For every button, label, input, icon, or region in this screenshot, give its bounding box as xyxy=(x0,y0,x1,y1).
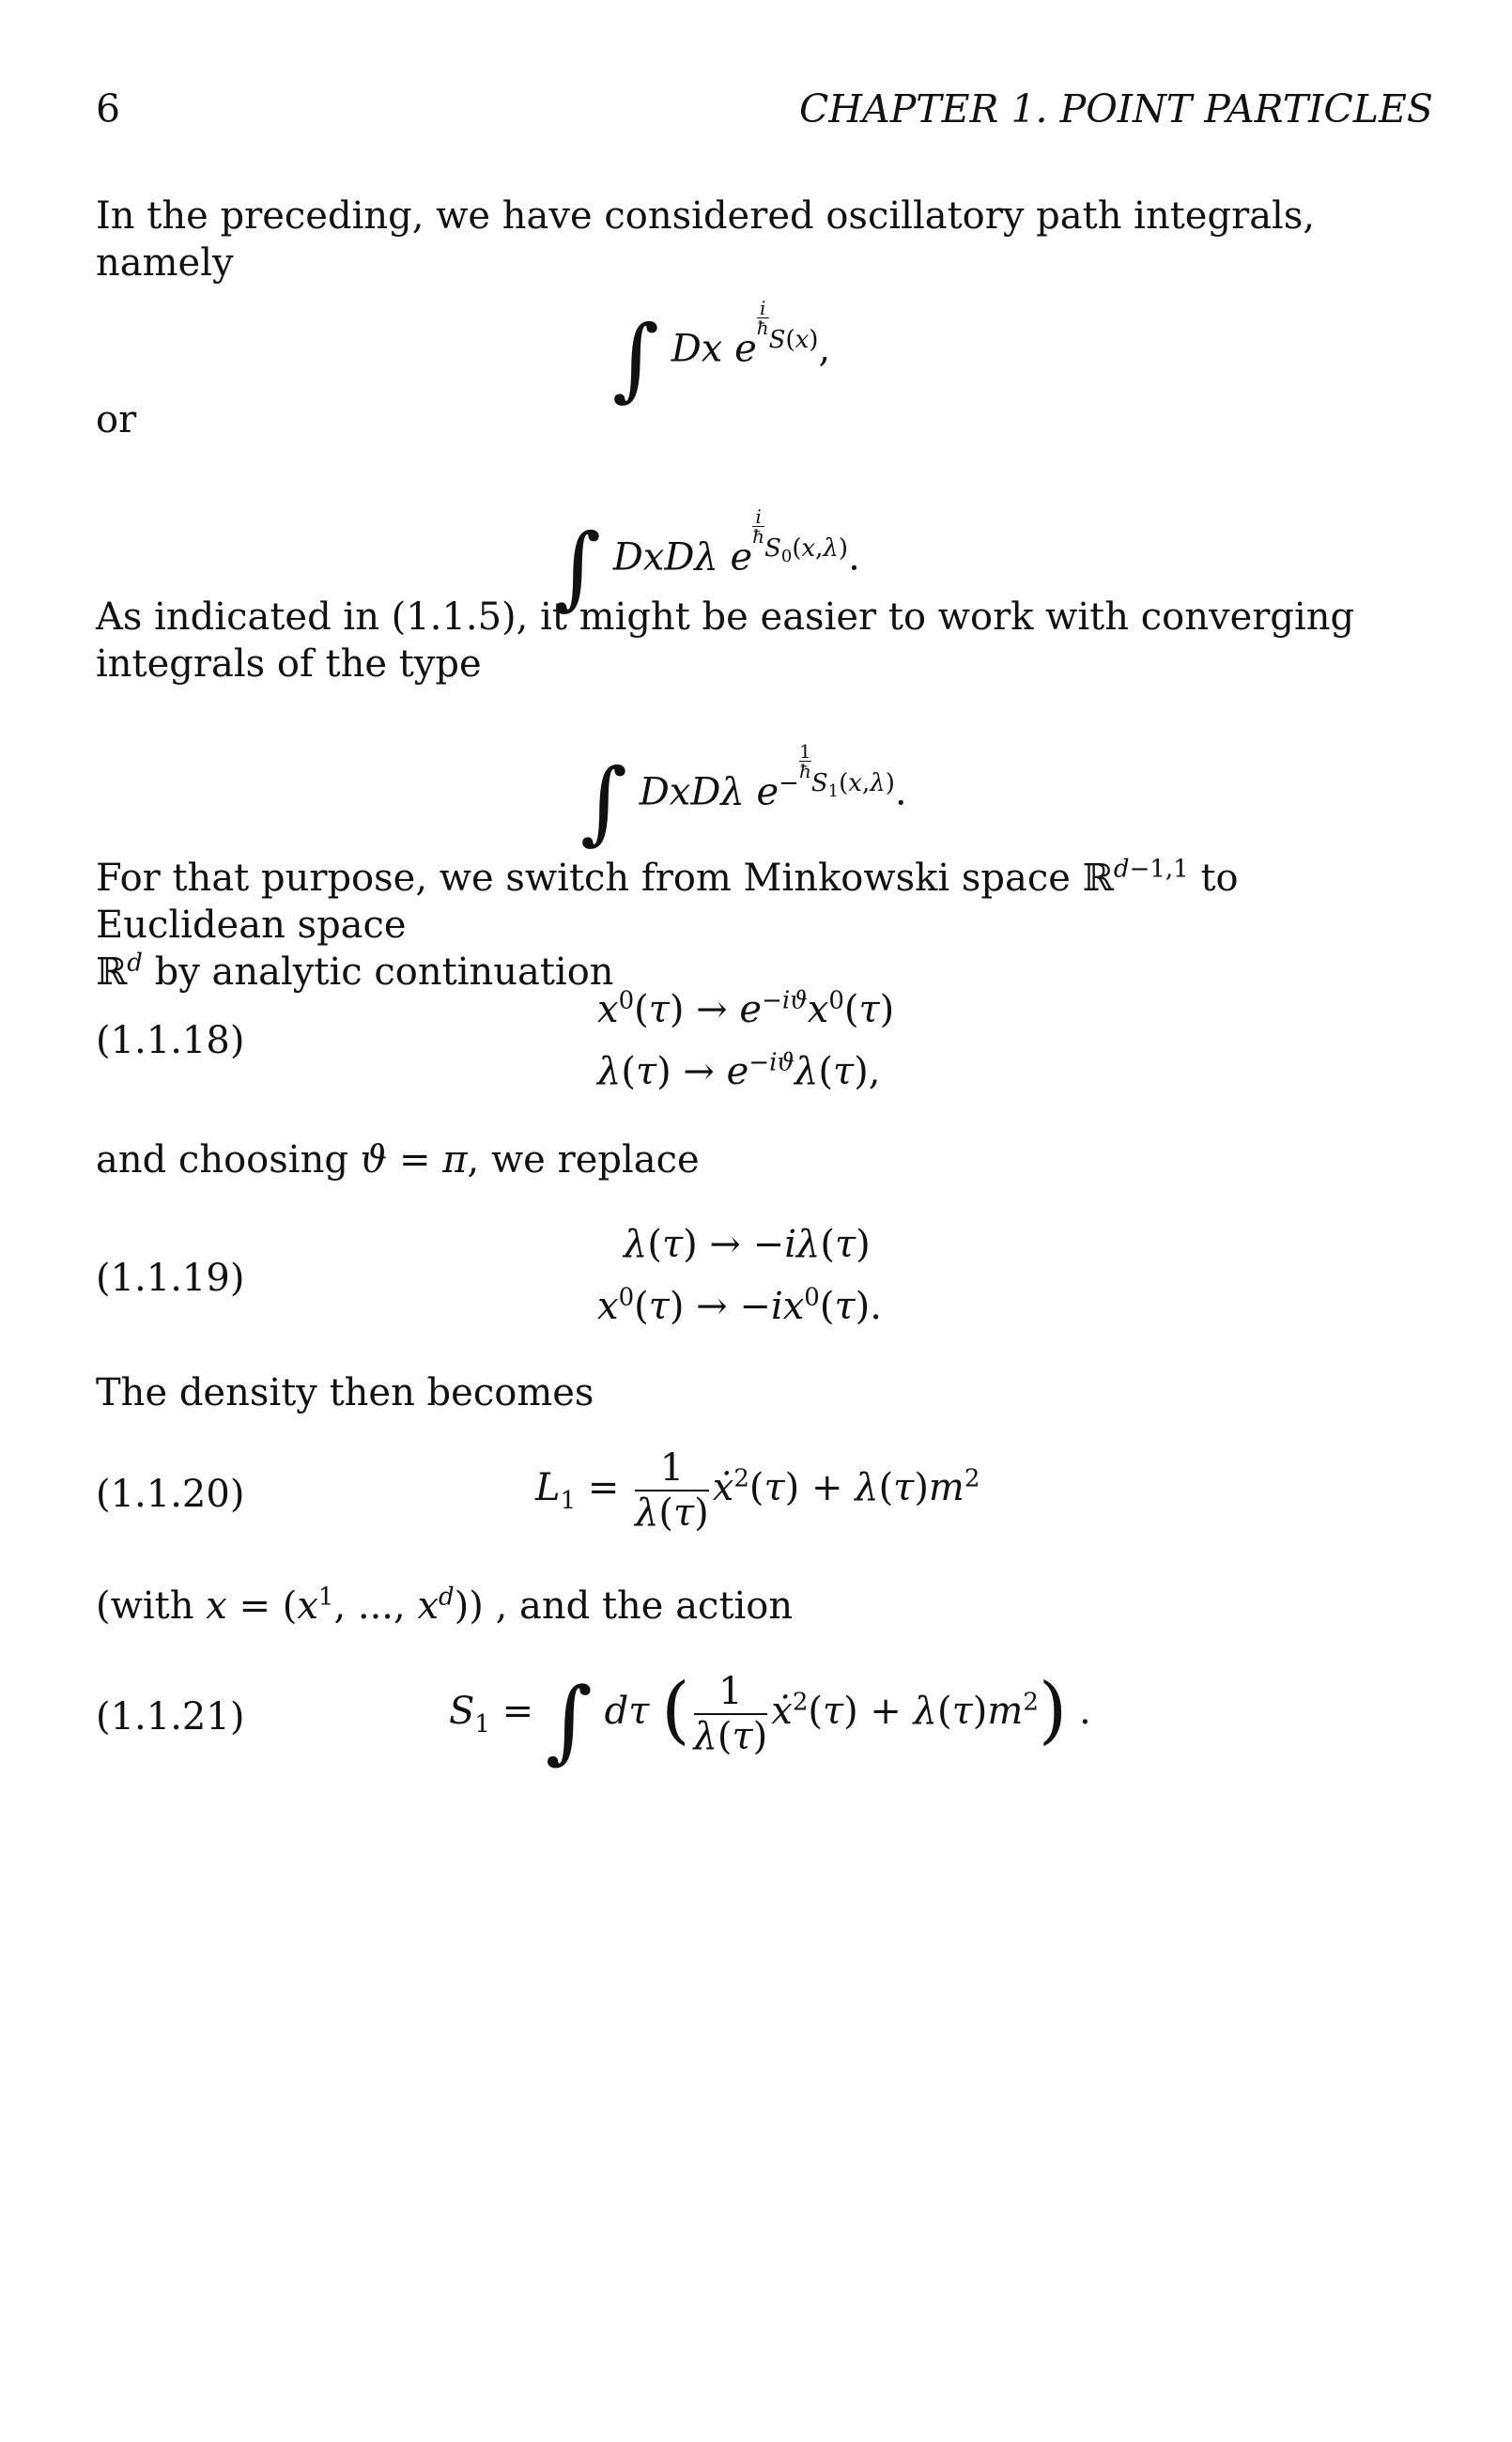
text-with-x-a: (with xyxy=(96,1584,194,1628)
equation-number-1-1-18: (1.1.18) xyxy=(96,1019,245,1062)
equation-1-1-19-line-2: $x^0(\tau) \to -ix^0(\tau)$. xyxy=(597,1283,882,1328)
text-minkowski-a: For that purpose, we switch from Minkowski space xyxy=(96,857,1071,900)
text-with-x-b: , and the action xyxy=(495,1584,794,1628)
text-minkowski-b: to Euclidean space xyxy=(96,857,1239,947)
page-number: 6 xyxy=(96,86,121,131)
equation-number-1-1-20: (1.1.20) xyxy=(96,1473,245,1516)
running-header: CHAPTER 1. POINT PARTICLES xyxy=(798,86,1433,131)
paragraph-converging: As indicated in (1.1.5), it might be easier to work with converging integrals of the type xyxy=(96,595,1355,686)
equation-converging-integral: ∫ DxDλ $e^{- \frac{1}{ħ} S_1(x,\lambda)}$. xyxy=(580,740,907,855)
paragraph-intro: In the preceding, we have considered oscillatory path integrals, namely xyxy=(96,194,1316,285)
text-choosing-a: and choosing xyxy=(96,1138,348,1182)
paragraph-density: The density then becomes xyxy=(96,1371,594,1414)
text-choosing-b: , we replace xyxy=(467,1138,700,1182)
paragraph-choosing: and choosing ϑ = π, we replace xyxy=(96,1138,700,1182)
paragraph-or: or xyxy=(96,398,137,441)
equation-1-1-18-line-1: $x^0(\tau) \to e^{-iϑ}x^0(\tau)$ xyxy=(597,986,895,1031)
paragraph-minkowski: For that purpose, we switch from Minkowski space ℝ$^{d-1,1}$ to Euclidean space ℝ$^d$ by analytic continuation xyxy=(96,855,1239,994)
equation-1-1-20: $L_1$ = $\frac{1}{\lambda(\tau)}$ ẋ$^2$(τ) + $\lambda(\tau)m^2$ xyxy=(535,1446,980,1535)
paragraph-with-x: (with $x = (x^1$, ..., $x^d$)) , and the action xyxy=(96,1583,794,1628)
equation-1-1-21: $S_1$ = ∫ dτ ( $\frac{1}{\lambda(\tau)}$ ẋ$^2$(τ) + $\lambda(\tau)m^2$) . xyxy=(449,1668,1091,1773)
text-minkowski-c: by analytic continuation xyxy=(154,951,614,994)
equation-number-1-1-21: (1.1.21) xyxy=(96,1695,245,1739)
equation-number-1-1-19: (1.1.19) xyxy=(96,1257,245,1300)
equation-oscillatory-integral: ∫ Dx e $^{\frac{i}{ħ} S(x)}$, xyxy=(612,297,831,411)
equation-oscillatory-integral-lambda: ∫ DxDλ e $^{\frac{i}{ħ} S_0(x,\lambda)}$. xyxy=(554,505,860,620)
equation-1-1-18-line-2: $\lambda(\tau) \to e^{-iϑ}\lambda(\tau)$, xyxy=(597,1048,881,1093)
equation-1-1-19-line-1: λ(τ) → −iλ(τ) xyxy=(624,1223,871,1266)
